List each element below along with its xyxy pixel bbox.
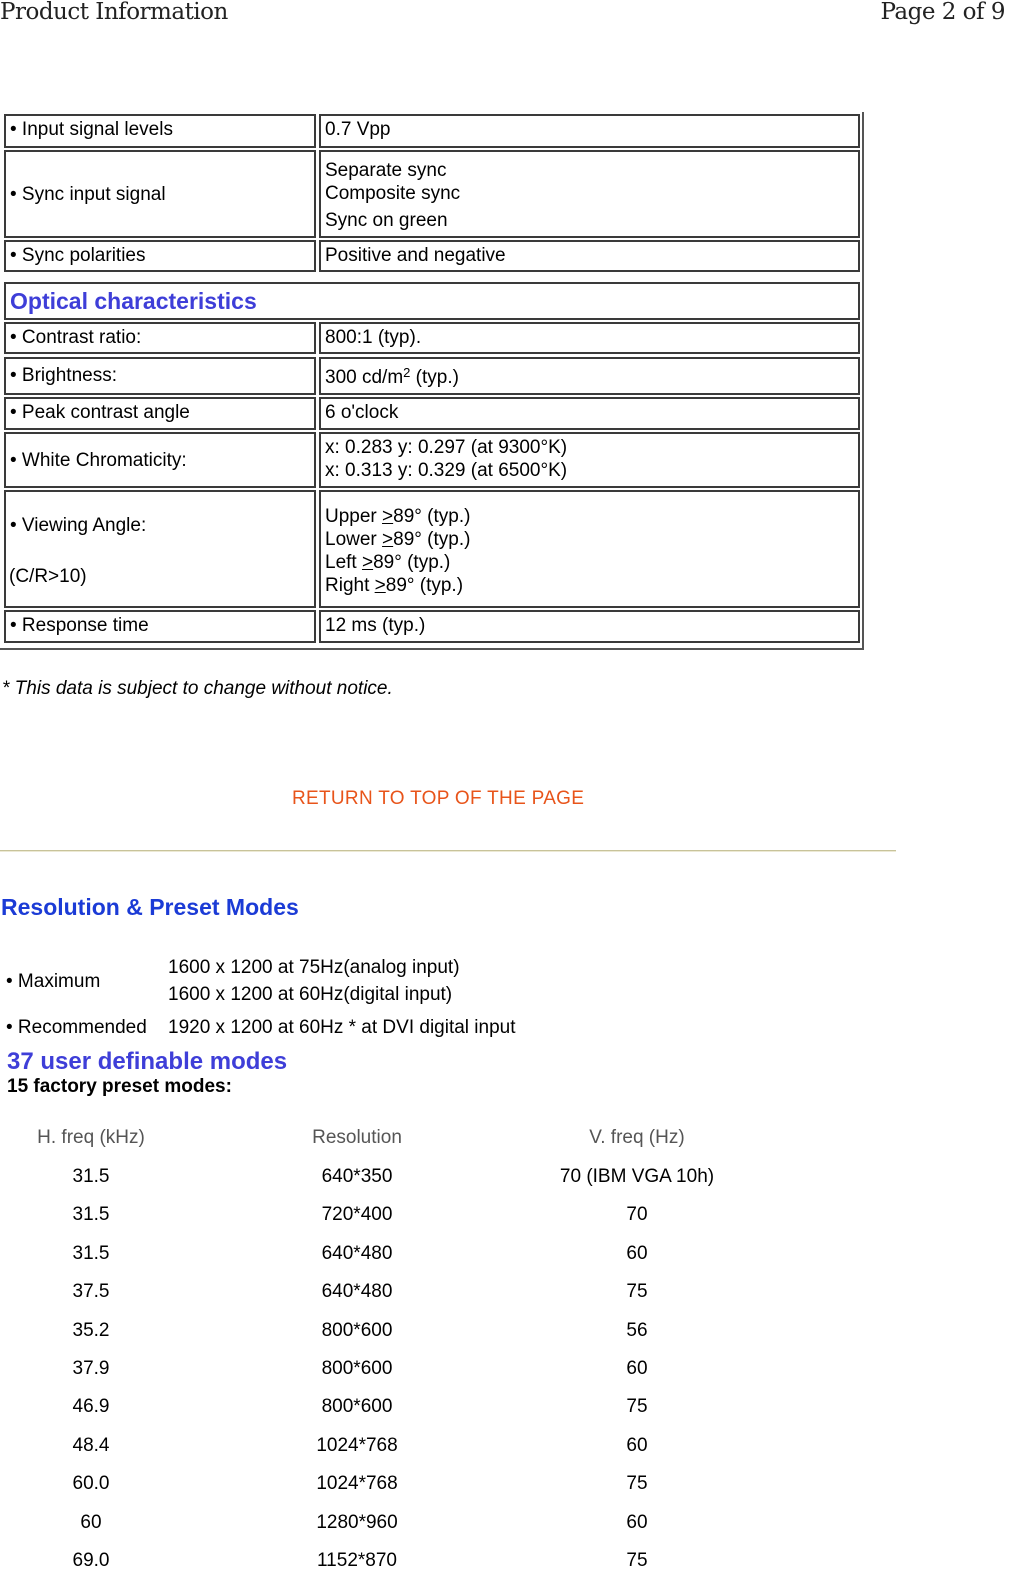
maximum-value-line: 1600 x 1200 at 60Hz(digital input) — [168, 984, 453, 1005]
mode-vfreq: 60 — [626, 1358, 648, 1379]
mode-vfreq: 60 — [626, 1435, 648, 1456]
spec-row-sync-input-signal — [4, 150, 860, 238]
mode-vfreq: 75 — [626, 1281, 648, 1302]
page-number: Page 2 of 9 — [880, 0, 1005, 25]
recommended-label: • Recommended — [6, 1017, 147, 1038]
header-title: Product Information — [0, 0, 228, 25]
section-divider — [0, 850, 896, 852]
spec-label — [4, 150, 316, 238]
spec-value: 800:1 (typ). — [319, 322, 860, 354]
mode-resolution: 1024*768 — [316, 1435, 398, 1456]
mode-hfreq: 69.0 — [72, 1550, 110, 1571]
spec-label-text: • Sync input signal — [10, 183, 166, 205]
factory-modes-heading: 15 factory preset modes: — [7, 1076, 232, 1097]
spec-label: • Sync polarities — [4, 240, 316, 272]
mode-hfreq: 46.9 — [72, 1396, 110, 1417]
mode-vfreq: 70 — [626, 1204, 648, 1225]
spec-value: Positive and negative — [319, 240, 860, 272]
spec-value-line: Sync on green — [325, 210, 448, 231]
spec-row-brightness — [4, 357, 860, 395]
mode-resolution: 800*600 — [321, 1358, 393, 1379]
spec-label — [4, 490, 316, 608]
viewing-angle-right: Right >89° (typ.) — [325, 575, 464, 596]
spec-table — [0, 112, 864, 650]
mode-resolution: 800*600 — [321, 1320, 393, 1341]
mode-vfreq: 70 (IBM VGA 10h) — [559, 1166, 715, 1187]
viewing-angle-left: Left >89° (typ.) — [325, 552, 451, 573]
mode-hfreq: 48.4 — [72, 1435, 110, 1456]
brightness-exponent: 2 — [403, 365, 411, 380]
brightness-typ: (typ.) — [410, 367, 459, 388]
section-title-text: Optical characteristics — [10, 287, 257, 314]
return-to-top-link[interactable]: RETURN TO TOP OF THE PAGE — [292, 788, 585, 809]
mode-hfreq: 60.0 — [72, 1473, 110, 1494]
spec-label: • Response time — [4, 610, 316, 643]
mode-hfreq: 37.5 — [72, 1281, 110, 1302]
mode-hfreq: 37.9 — [72, 1358, 110, 1379]
spec-row-viewing-angle — [4, 490, 860, 608]
spec-value — [319, 490, 860, 608]
mode-hfreq: 35.2 — [72, 1320, 110, 1341]
mode-vfreq: 75 — [626, 1550, 648, 1571]
spec-value — [319, 150, 860, 238]
mode-hfreq: 31.5 — [72, 1243, 110, 1264]
spec-row-white-chromaticity — [4, 432, 860, 488]
resolution-section-title: Resolution & Preset Modes — [1, 894, 299, 920]
spec-value: 6 o'clock — [319, 397, 860, 430]
spec-row-optical-title — [4, 282, 860, 320]
maximum-values — [168, 954, 460, 1008]
mode-resolution: 640*350 — [321, 1166, 393, 1187]
column-header-hfreq: H. freq (kHz) — [37, 1127, 145, 1148]
spec-value — [319, 432, 860, 488]
mode-resolution: 640*480 — [321, 1281, 393, 1302]
spec-value-line: x: 0.283 y: 0.297 (at 9300°K) — [325, 437, 568, 458]
mode-vfreq: 75 — [626, 1396, 648, 1417]
spec-value: 0.7 Vpp — [319, 114, 860, 148]
spec-label: • Brightness: — [4, 357, 316, 395]
mode-resolution: 1024*768 — [316, 1473, 398, 1494]
column-header-vfreq: V. freq (Hz) — [589, 1127, 685, 1148]
mode-hfreq: 31.5 — [72, 1204, 110, 1225]
recommended-value: 1920 x 1200 at 60Hz * at DVI digital input — [168, 1017, 516, 1038]
spec-value-line: x: 0.313 y: 0.329 (at 6500°K) — [325, 460, 568, 481]
user-modes-heading: 37 user definable modes — [7, 1048, 288, 1075]
viewing-angle-lower: Lower >89° (typ.) — [325, 529, 471, 550]
mode-vfreq: 60 — [626, 1512, 648, 1533]
mode-resolution: 720*400 — [321, 1204, 393, 1225]
column-header-resolution: Resolution — [312, 1127, 402, 1148]
spec-value — [319, 357, 860, 395]
spec-label: • Peak contrast angle — [4, 397, 316, 430]
spec-label: • Contrast ratio: — [4, 322, 316, 354]
spec-row-peak-contrast-angle — [4, 397, 860, 430]
spec-row-sync-polarities — [4, 240, 860, 272]
section-title — [4, 282, 860, 320]
spec-row-input-signal-levels — [4, 114, 860, 148]
viewing-angle-upper: Upper >89° (typ.) — [325, 506, 471, 527]
mode-vfreq: 60 — [626, 1243, 648, 1264]
mode-resolution: 800*600 — [321, 1396, 393, 1417]
mode-resolution: 1152*870 — [317, 1550, 397, 1571]
mode-hfreq: 60 — [80, 1512, 102, 1533]
maximum-value-line: 1600 x 1200 at 75Hz(analog input) — [168, 957, 460, 978]
spec-label — [4, 432, 316, 488]
spec-value: 12 ms (typ.) — [319, 610, 860, 643]
disclaimer-note: * This data is subject to change without notice. — [2, 678, 393, 699]
spec-label: • Input signal levels — [4, 114, 316, 148]
mode-vfreq: 56 — [626, 1320, 648, 1341]
mode-resolution: 1280*960 — [316, 1512, 398, 1533]
spec-sublabel: (C/R>10) — [9, 566, 87, 587]
spec-label-text: • White Chromaticity: — [10, 449, 187, 471]
mode-resolution: 640*480 — [321, 1243, 393, 1264]
mode-vfreq: 75 — [626, 1473, 648, 1494]
spec-label-text: • Viewing Angle: — [10, 515, 147, 536]
brightness-value: 300 cd/m — [325, 367, 404, 388]
spec-value-line: Composite sync — [325, 183, 461, 204]
spec-row-response-time — [4, 610, 860, 643]
maximum-label: • Maximum — [6, 971, 101, 992]
mode-hfreq: 31.5 — [72, 1166, 110, 1187]
spec-value-line: Separate sync — [325, 160, 447, 181]
spec-row-contrast-ratio — [4, 322, 860, 354]
